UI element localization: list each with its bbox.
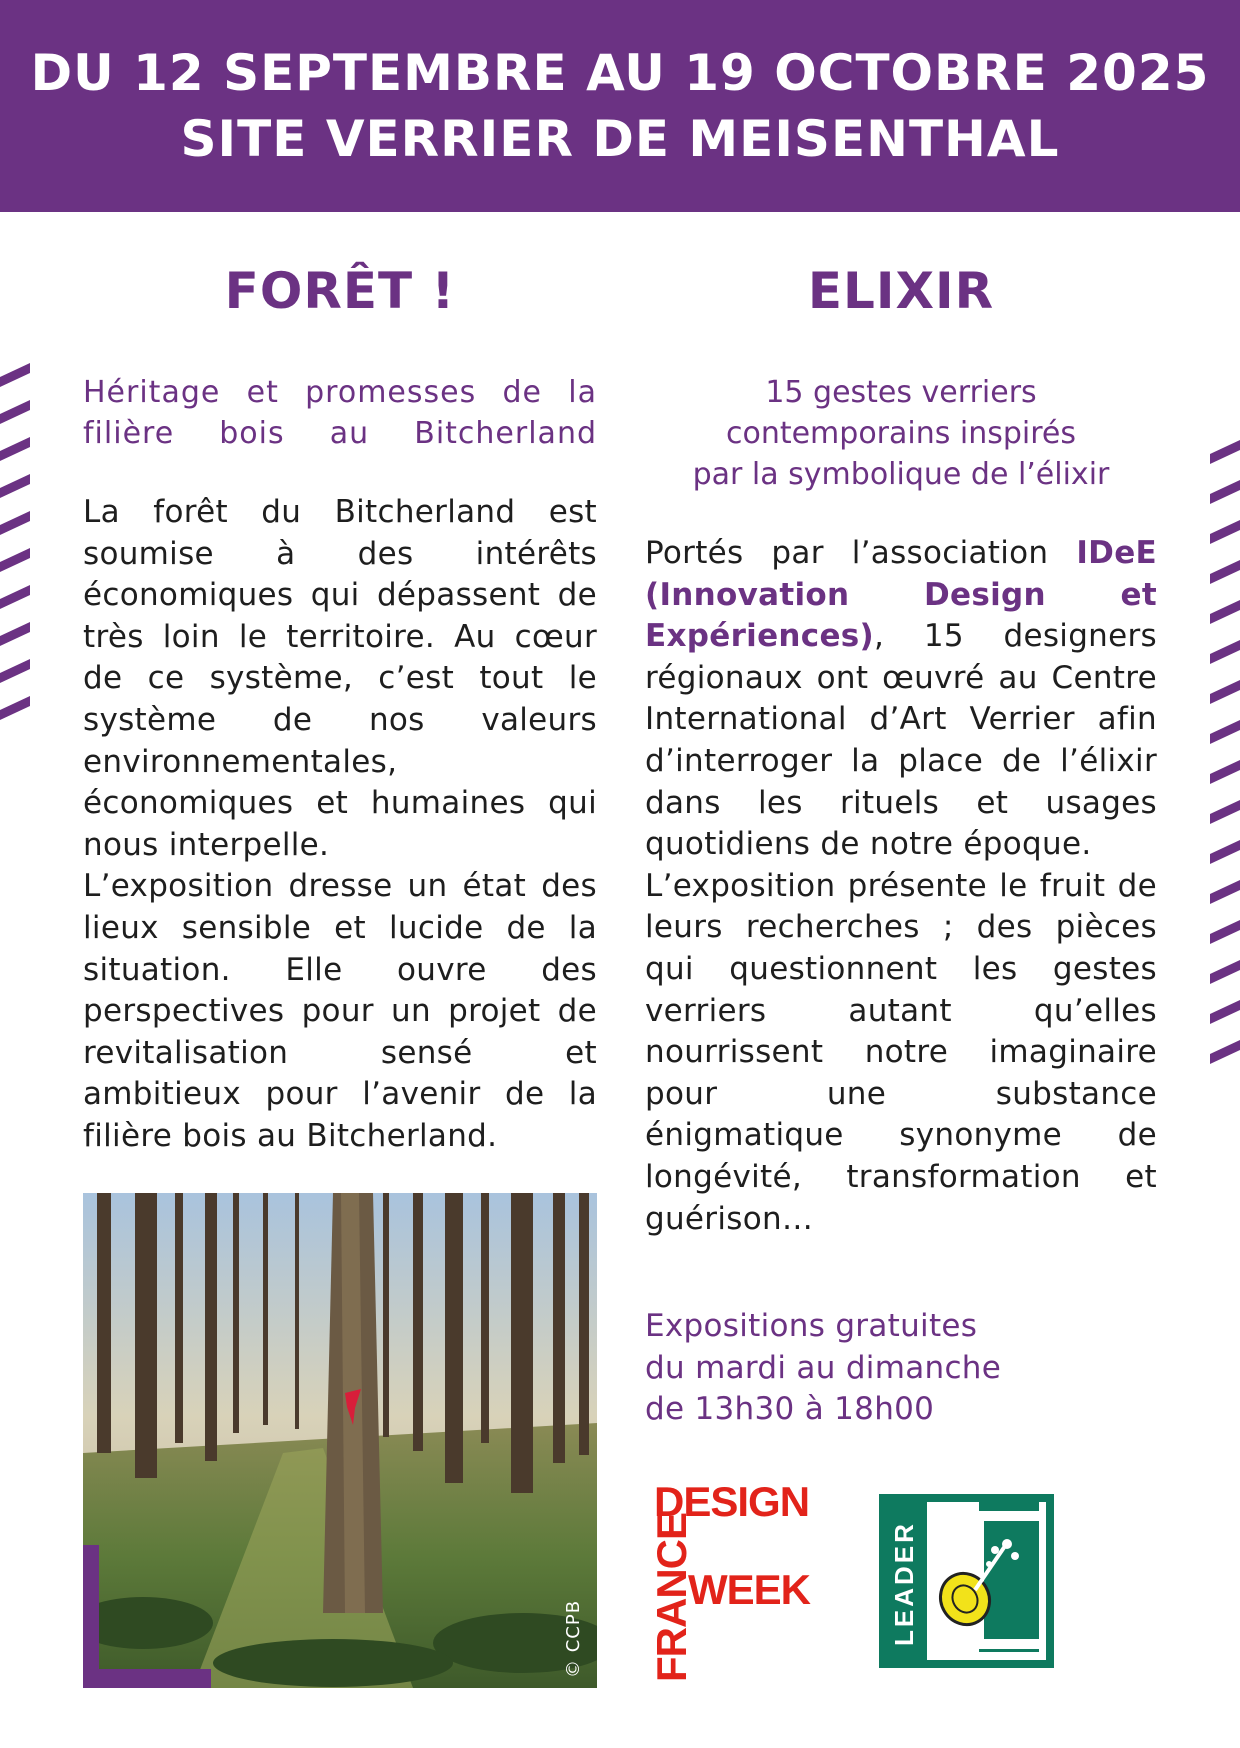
hours-line-1: Expositions gratuites [645, 1308, 978, 1344]
hours-line-2: du mardi au dimanche [645, 1349, 1002, 1386]
foret-column [83, 258, 597, 1158]
foret-title: FORÊT ! [224, 262, 456, 320]
elixir-paragraph-1-start: Portés par l’association [645, 535, 1077, 571]
hours-line-3: de 13h30 à 18h00 [645, 1391, 935, 1427]
foret-paragraph-2: L’exposition dresse un état des lieux sensible et lucide de la situation. Elle ouvre des perspectives pour un projet de revitalisation sensé et ambitieux pour l’avenir de la filière bois au Bitcherland. [83, 868, 597, 1154]
elixir-subtitle-line-2: contemporains inspirés [725, 416, 1077, 451]
photo-credit: © CCPB [563, 1599, 584, 1678]
fdw-week-word: WEEK [688, 1566, 810, 1613]
foret-paragraph-1: La forêt du Bitcherland est soumise à des intérêts économiques qui dépassent de très loin le territoire. Au cœur de ce système, c’est tout le système de nos valeurs environnementales, économiques et humaines qui nous interpelle. [83, 494, 597, 863]
decorative-stripes-left [0, 355, 30, 730]
elixir-title: ELIXIR [807, 262, 995, 320]
leader-word: LEADER [889, 1521, 919, 1646]
elixir-paragraph-1 [645, 533, 1157, 866]
elixir-paragraph-1-end: , 15 designers régionaux ont œuvré au Centre International d’Art Verrier afin d’interroger la place de l’élixir dans les rituels et usages quotidiens de notre époque. [645, 618, 1157, 863]
elixir-subtitle-line-3: par la symbolique de l’élixir [692, 457, 1110, 492]
elixir-column [645, 258, 1157, 1240]
header-banner [0, 0, 1240, 212]
elixir-paragraph-2: L’exposition présente le fruit de leurs recherches ; des pièces qui questionnent les gestes verriers autant qu’elles nourrissent notre imaginaire pour une substance énigmatique synonyme de longévité, transformation et guérison… [645, 867, 1157, 1237]
fdw-design-word: DESIGN [654, 1478, 810, 1525]
header-venue: SITE VERRIER DE MEISENTHAL [180, 110, 1060, 168]
leader-logo [879, 1494, 1054, 1668]
header-dates: DU 12 SEPTEMBRE AU 19 OCTOBRE 2025 [30, 44, 1210, 102]
decorative-stripes-right [1210, 432, 1240, 1072]
fdw-france-word: FRANCE [648, 1513, 695, 1682]
foret-body [83, 492, 597, 1158]
association-name: IDeE (Innovation Design et Expériences) [645, 535, 1157, 655]
foret-subtitle: Héritage et promesses de la filière bois au Bitcherland [83, 375, 597, 451]
forest-photo [83, 1193, 597, 1688]
opening-hours [645, 1306, 1001, 1431]
elixir-subtitle [645, 372, 1157, 495]
elixir-body [645, 533, 1157, 1240]
elixir-subtitle-line-1: 15 gestes verriers [765, 375, 1037, 410]
france-design-week-logo [650, 1480, 820, 1685]
